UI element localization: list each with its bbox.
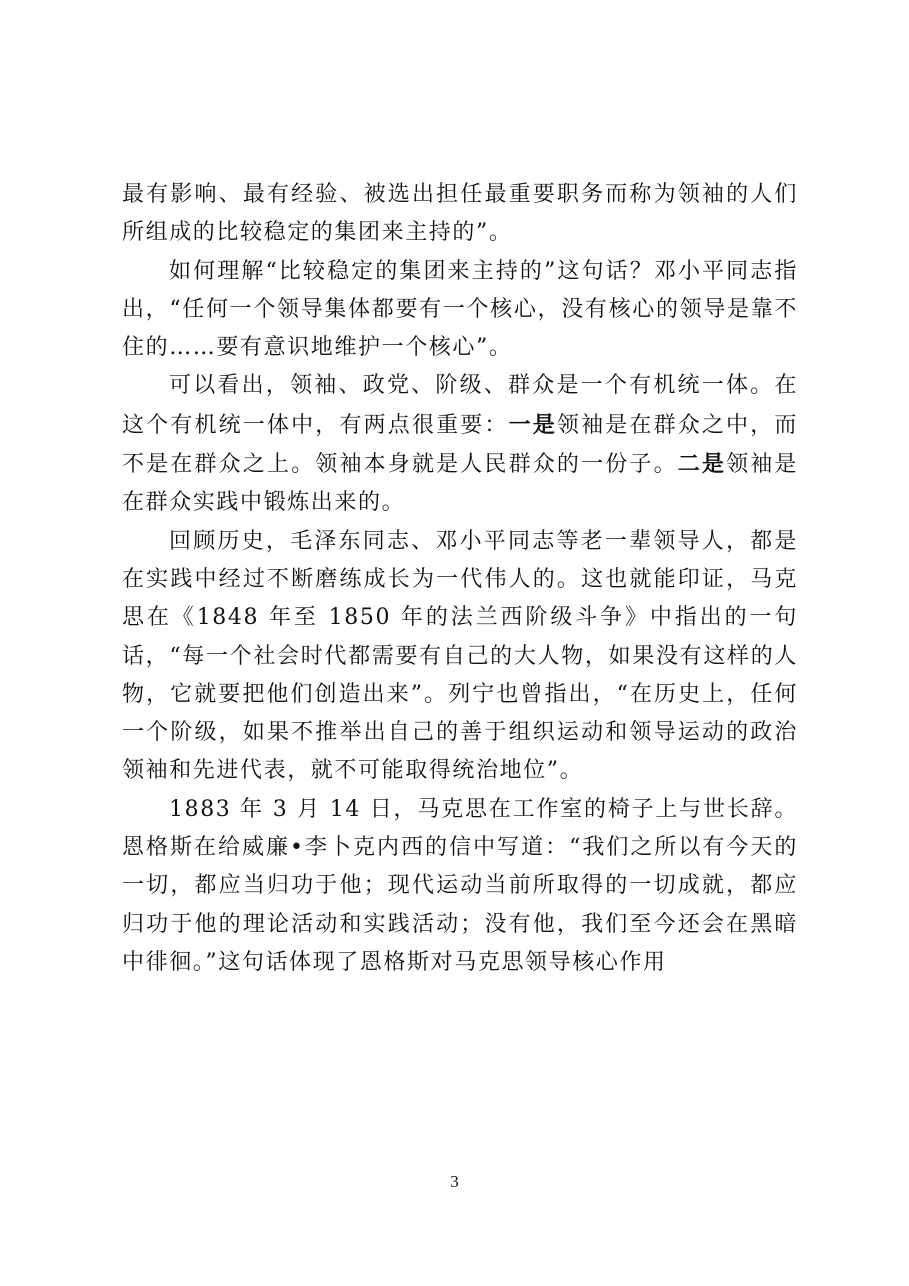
paragraph <box>122 367 798 522</box>
body-text <box>122 176 798 982</box>
text-run: 回顾历史，毛泽东同志、邓小平同志等老一辈领导人，都是在实践中经过不断磨练成长为一代伟人的。这也就能印证，马克思在《1848 年至 1850 年的法兰西阶级斗争》中指出的一句话，“每一个社会时代都需要有自己的大人物，如果没有这样的人物，它就要把他们创造出来”。列宁也曾指出，“在历史上，任何一个阶级，如果不推举出自己的善于组织运动和领导运动的政治领袖和先进代表，就不可能取得统治地位”。 <box>122 528 798 784</box>
text-run: 如何理解“比较稳定的集团来主持的”这句话？邓小平同志指出，“任何一个领导集体都要有一个核心，没有核心的领导是靠不住的……要有意识地维护一个核心”。 <box>122 258 798 361</box>
text-run: 领袖是在群众之中，而不是在群众之上。领袖本身就是人民群众的一份子。 <box>122 412 798 478</box>
text-run: 领袖是在群众实践中锻炼出来的。 <box>122 452 798 516</box>
text-run: 最有影响、最有经验、被选出担任最重要职务而称为领袖的人们所组成的比较稳定的集团来主持的”。 <box>122 182 798 246</box>
text-run: 1883 年 3 月 14 日，马克思在工作室的椅子上与世长辞。恩格斯在给威廉•李卜克内西的信中写道：“我们之所以有今天的一切，都应当归功于他；现代运动当前所取得的一切成就，都应归功于他的理论活动和实践活动；没有他，我们至今还会在黑暗中徘徊。”这句话体现了恩格斯对马克思领导核心作用 <box>122 796 798 975</box>
bold-text-run: 二是 <box>677 451 727 478</box>
paragraph <box>122 253 798 368</box>
paragraph <box>122 791 798 982</box>
page-number: 3 <box>450 1172 459 1191</box>
text-run: 可以看出，领袖、政党、阶级、群众是一个有机统一体。在这个有机统一体中，有两点很重要： <box>122 373 798 438</box>
bold-text-run: 一是 <box>508 411 557 438</box>
paragraph <box>122 523 798 791</box>
paragraph <box>122 176 798 253</box>
